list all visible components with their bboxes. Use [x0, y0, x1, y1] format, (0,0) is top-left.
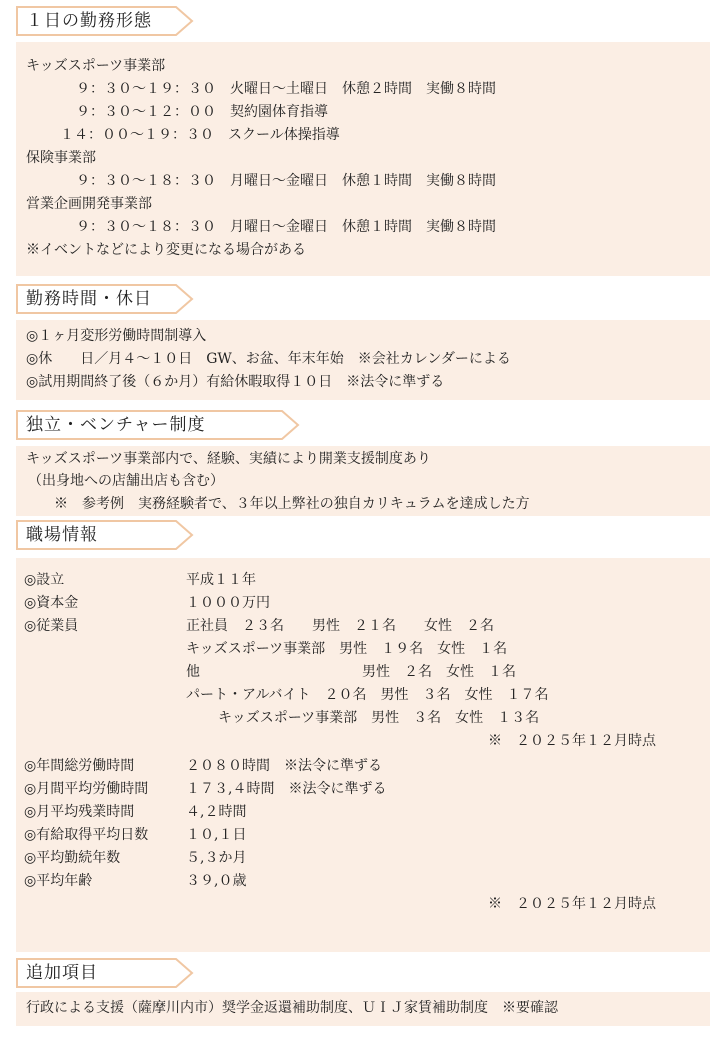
division-label: 保険事業部: [26, 150, 96, 166]
schedule-line: ９：３０〜１８：３０ 月曜日〜金曜日 休憩１時間 実働８時間: [76, 173, 496, 189]
paid-leave-label: ◎有給取得平均日数: [24, 827, 149, 843]
section-title: １日の勤務形態: [26, 11, 152, 31]
division-label: 営業企画開発事業部: [26, 196, 152, 212]
employees-line: パート・アルバイト ２０名 男性 ３名 女性 １７名: [186, 687, 549, 703]
section-title: 独立・ベンチャー制度: [26, 415, 206, 435]
info-line: ◎１ヶ月変形労働時間制導入: [26, 328, 207, 344]
schedule-line: １４：００〜１９：３０ スクール体操指導: [60, 127, 340, 143]
overtime-label: ◎月平均残業時間: [24, 804, 135, 820]
schedule-line: ９：３０〜１９：３０ 火曜日〜土曜日 休憩２時間 実働８時間: [76, 81, 496, 97]
annual-hours-label: ◎年間総労働時間: [24, 758, 135, 774]
note-line: ※イベントなどにより変更になる場合がある: [26, 242, 306, 258]
established-value: 平成１１年: [186, 572, 256, 588]
age-value: ３９,０歳: [186, 873, 247, 889]
employees-line: キッズスポーツ事業部 男性 ３名 女性 １３名: [218, 710, 540, 726]
paid-leave-value: １０,１日: [186, 827, 247, 843]
tenure-label: ◎平均勤続年数: [24, 850, 121, 866]
employees-label: ◎従業員: [24, 618, 79, 634]
capital-value: １０００万円: [186, 595, 270, 611]
section-title: 職場情報: [26, 525, 98, 545]
workplace-panel: [16, 558, 710, 952]
info-line: キッズスポーツ事業部内で、経験、実績により開業支援制度あり: [26, 451, 431, 467]
info-line: ◎休 日／月４〜１０日 GW、お盆、年末年始 ※会社カレンダーによる: [26, 351, 511, 367]
established-label: ◎設立: [24, 572, 65, 588]
section-tag-hours: [16, 284, 194, 314]
section-tag-extra: [16, 958, 194, 988]
info-line: （出身地への店舗出店も含む）: [28, 473, 224, 489]
section-tag-workplace: [16, 520, 194, 550]
age-label: ◎平均年齢: [24, 873, 93, 889]
employees-line: 正社員 ２３名 男性 ２１名 女性 ２名: [186, 618, 494, 634]
venture-panel: [16, 446, 710, 516]
section-title: 勤務時間・休日: [26, 289, 152, 309]
section-tag-workday: [16, 6, 194, 36]
date-note: ※ ２０２５年１２月時点: [488, 896, 656, 912]
employees-line: 他: [186, 664, 200, 680]
annual-hours-value: ２０８０時間 ※法令に準ずる: [186, 758, 382, 774]
extra-panel: [16, 992, 710, 1026]
monthly-hours-label: ◎月間平均労働時間: [24, 781, 149, 797]
employees-line: 男性 ２名 女性 １名: [362, 664, 516, 680]
tenure-value: ５,３か月: [186, 850, 247, 866]
schedule-line: ９：３０〜１８：３０ 月曜日〜金曜日 休憩１時間 実働８時間: [76, 219, 496, 235]
section-title: 追加項目: [26, 963, 98, 983]
info-line: 行政による支援（薩摩川内市）奨学金返還補助制度、ＵＩＪ家賃補助制度 ※要確認: [26, 1000, 558, 1016]
info-line: ※ 参考例 実務経験者で、３年以上弊社の独自カリキュラムを達成した方: [54, 496, 530, 512]
capital-label: ◎資本金: [24, 595, 79, 611]
overtime-value: ４,２時間: [186, 804, 247, 820]
schedule-line: ９：３０〜１２：００ 契約園体育指導: [76, 104, 328, 120]
workday-panel: [16, 42, 710, 276]
hours-panel: [16, 320, 710, 400]
info-line: ◎試用期間終了後（６か月）有給休暇取得１０日 ※法令に準ずる: [26, 374, 445, 390]
monthly-hours-value: １７３,４時間 ※法令に準ずる: [186, 781, 387, 797]
section-tag-venture: [16, 410, 300, 440]
employees-line: キッズスポーツ事業部 男性 １９名 女性 １名: [186, 641, 508, 657]
date-note: ※ ２０２５年１２月時点: [488, 733, 656, 749]
division-label: キッズスポーツ事業部: [26, 58, 166, 74]
